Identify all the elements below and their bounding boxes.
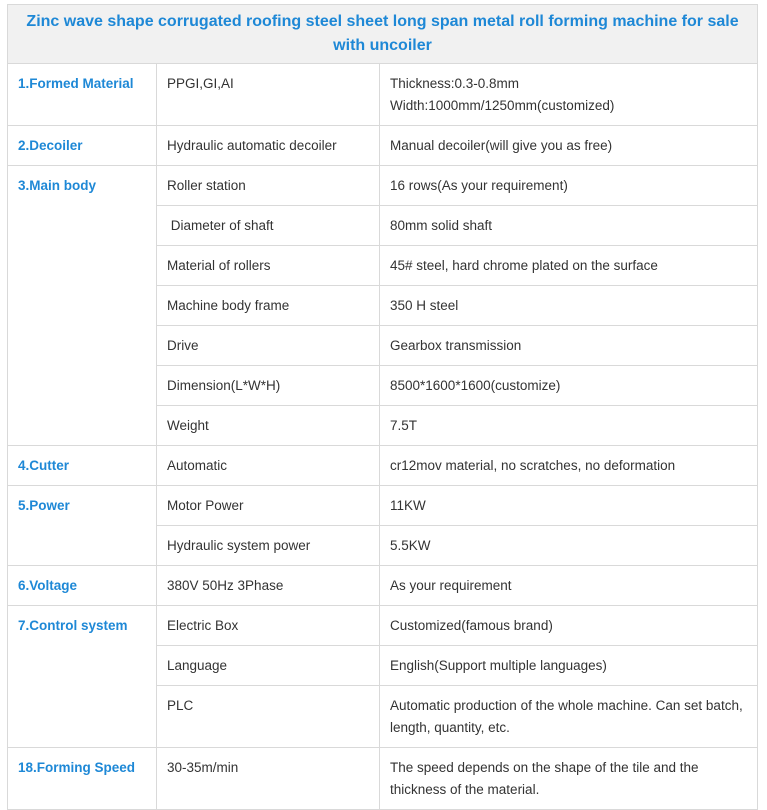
category-cell: 2.Decoiler	[8, 126, 157, 166]
table-row	[8, 486, 758, 526]
spec-table	[7, 4, 758, 810]
spec-name-cell: Dimension(L*W*H)	[157, 366, 380, 406]
spec-value-cell: 5.5KW	[380, 526, 758, 566]
spec-value-cell: As your requirement	[380, 566, 758, 606]
spec-value-cell: Thickness:0.3-0.8mm Width:1000mm/1250mm(customized)	[380, 64, 758, 126]
category-cell: 6.Voltage	[8, 566, 157, 606]
spec-name-cell: Diameter of shaft	[157, 206, 380, 246]
spec-name-cell: 380V 50Hz 3Phase	[157, 566, 380, 606]
table-row	[8, 606, 758, 646]
spec-value-cell: Manual decoiler(will give you as free)	[380, 126, 758, 166]
spec-value-cell: 11KW	[380, 486, 758, 526]
table-row	[8, 166, 758, 206]
category-cell: 1.Formed Material	[8, 64, 157, 126]
spec-name-cell: Language	[157, 646, 380, 686]
spec-name-cell: Weight	[157, 406, 380, 446]
spec-name-cell: PPGI,GI,AI	[157, 64, 380, 126]
spec-value-cell: 8500*1600*1600(customize)	[380, 366, 758, 406]
spec-name-cell: Hydraulic system power	[157, 526, 380, 566]
category-cell: 7.Control system	[8, 606, 157, 748]
spec-value-cell: 45# steel, hard chrome plated on the surface	[380, 246, 758, 286]
spec-value-cell: Customized(famous brand)	[380, 606, 758, 646]
spec-value-cell: cr12mov material, no scratches, no deformation	[380, 446, 758, 486]
spec-value-cell: 7.5T	[380, 406, 758, 446]
spec-name-cell: Machine body frame	[157, 286, 380, 326]
spec-name-cell: 30-35m/min	[157, 748, 380, 810]
spec-value-cell: 350 H steel	[380, 286, 758, 326]
spec-name-cell: Hydraulic automatic decoiler	[157, 126, 380, 166]
spec-table-body	[8, 64, 758, 810]
spec-value-cell: Gearbox transmission	[380, 326, 758, 366]
table-title: Zinc wave shape corrugated roofing steel sheet long span metal roll forming machine for sale with uncoiler	[8, 5, 758, 64]
table-row	[8, 748, 758, 810]
table-row	[8, 566, 758, 606]
spec-name-cell: Automatic	[157, 446, 380, 486]
spec-name-cell: Motor Power	[157, 486, 380, 526]
table-row	[8, 126, 758, 166]
spec-name-cell: PLC	[157, 686, 380, 748]
spec-name-cell: Roller station	[157, 166, 380, 206]
spec-value-cell: 80mm solid shaft	[380, 206, 758, 246]
table-row	[8, 446, 758, 486]
spec-value-cell: The speed depends on the shape of the tile and the thickness of the material.	[380, 748, 758, 810]
spec-name-cell: Electric Box	[157, 606, 380, 646]
spec-name-cell: Drive	[157, 326, 380, 366]
category-cell: 18.Forming Speed	[8, 748, 157, 810]
spec-value-cell: English(Support multiple languages)	[380, 646, 758, 686]
spec-value-cell: Automatic production of the whole machine. Can set batch, length, quantity, etc.	[380, 686, 758, 748]
category-cell: 4.Cutter	[8, 446, 157, 486]
category-cell: 5.Power	[8, 486, 157, 566]
spec-table-container	[7, 4, 757, 810]
category-cell: 3.Main body	[8, 166, 157, 446]
spec-name-cell: Material of rollers	[157, 246, 380, 286]
spec-value-cell: 16 rows(As your requirement)	[380, 166, 758, 206]
table-row	[8, 64, 758, 126]
